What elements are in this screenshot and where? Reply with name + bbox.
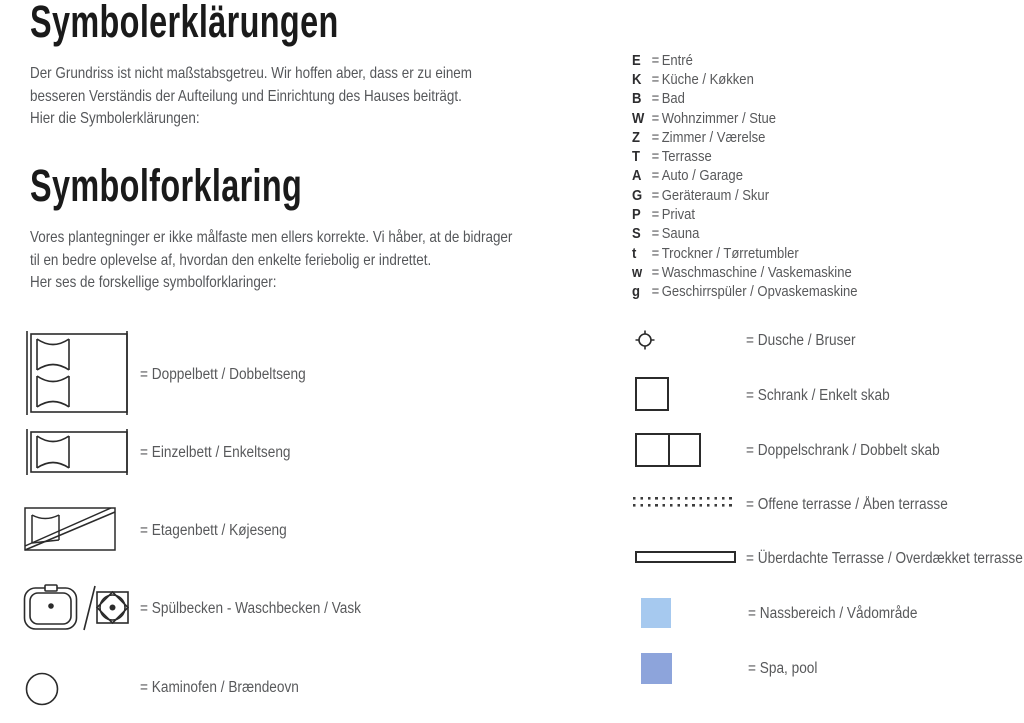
abbreviation-label: Geräteraum / Skur [661, 187, 770, 204]
abbreviation-row [632, 90, 858, 109]
abbreviation-row [632, 147, 858, 166]
abbreviation-row [632, 70, 858, 89]
abbreviation-letter: W [632, 110, 645, 127]
wood-stove-icon [25, 671, 61, 707]
double-bed-icon [24, 331, 130, 415]
abbreviation-letter: T [632, 149, 640, 166]
equals-sign: = [651, 71, 660, 88]
abbreviation-label: Bad [661, 91, 685, 108]
abbreviation-label: Küche / Køkken [661, 71, 754, 88]
legend-label-wet-area: = Nassbereich / Vådområde [748, 605, 918, 622]
abbreviation-label: Zimmer / Værelse [661, 129, 766, 146]
abbreviation-letter: E [632, 52, 641, 69]
abbreviation-row [632, 109, 858, 128]
abbreviation-label: Privat [661, 207, 696, 224]
open-terrace-icon [633, 497, 736, 507]
abbreviation-letter: G [632, 187, 643, 204]
abbreviation-label: Entré [661, 52, 693, 69]
wet-area-swatch [641, 598, 671, 628]
equals-sign: = [651, 245, 660, 262]
legend-label-bunk-bed: = Etagenbett / Køjeseng [140, 522, 287, 539]
intro-danish-line-2: til en bedre oplevelse af, hvordan den enkelte feriebolig er indrettet. [30, 251, 432, 269]
intro-danish-line-1: Vores plantegninger er ikke målfaste men ellers korrekte. Vi håber, at de bidrager [30, 229, 513, 246]
abbreviation-letter: S [632, 226, 641, 243]
equals-sign: = [651, 168, 660, 185]
equals-sign: = [651, 91, 660, 108]
abbreviation-label: Sauna [661, 226, 700, 243]
legend-label-double-cabinet: = Doppelschrank / Dobbelt skab [746, 442, 940, 459]
intro-german-line-2: besseren Verständis der Aufteilung und Einrichtung des Hauses beiträgt. [30, 87, 462, 105]
equals-sign: = [651, 264, 660, 281]
abbreviation-row [632, 167, 858, 186]
abbreviation-label: Waschmaschine / Vaskemaskine [661, 264, 852, 281]
abbreviation-letter: P [632, 207, 641, 224]
abbreviation-letter: g [632, 284, 640, 301]
equals-sign: = [651, 110, 660, 127]
abbreviation-letter: A [632, 168, 642, 185]
abbreviation-label: Wohnzimmer / Stue [661, 110, 777, 127]
abbreviation-letter: K [632, 71, 642, 88]
intro-danish-line-3: Her ses de forskellige symbolforklaringer: [30, 274, 277, 291]
equals-sign: = [651, 149, 660, 166]
equals-sign: = [651, 284, 660, 301]
abbreviation-row [632, 128, 858, 147]
abbreviation-label: Auto / Garage [661, 168, 743, 185]
abbreviation-row [632, 51, 858, 70]
abbreviation-label: Geschirrspüler / Opvaskemaskine [661, 284, 858, 301]
covered-terrace-icon [635, 551, 736, 563]
legend-label-spa-pool: = Spa, pool [748, 660, 818, 677]
abbreviation-row [632, 225, 858, 244]
equals-sign: = [651, 52, 660, 69]
intro-german-line-1: Der Grundriss ist nicht maßstabsgetreu. Wir hoffen aber, dass er zu einem [30, 65, 472, 82]
abbreviation-letter: w [632, 264, 643, 281]
legend-label-wood-stove: = Kaminofen / Brændeovn [140, 679, 299, 696]
bunk-bed-icon [24, 507, 116, 551]
intro-german-line-3: Hier die Symbolerklärungen: [30, 110, 200, 127]
intro-paragraph-german [30, 63, 472, 131]
legend-label-sink: = Spülbecken - Waschbecken / Vask [140, 600, 362, 617]
single-cabinet-icon [635, 377, 669, 411]
abbreviation-row [632, 263, 858, 282]
legend-label-open-terrace: = Offene terrasse / Åben terrasse [746, 496, 948, 513]
double-cabinet-icon [635, 433, 701, 467]
abbreviation-label: Terrasse [661, 149, 712, 166]
intro-paragraph-danish [30, 227, 512, 295]
equals-sign: = [651, 207, 660, 224]
legend-label-double-bed: = Doppelbett / Dobbeltseng [140, 366, 306, 383]
legend-label-single-cabinet: = Schrank / Enkelt skab [746, 387, 890, 404]
equals-sign: = [651, 187, 660, 204]
single-bed-icon [24, 429, 130, 475]
shower-icon [634, 329, 656, 351]
legend-label-single-bed: = Einzelbett / Enkeltseng [140, 444, 291, 461]
abbreviation-letter: Z [632, 129, 640, 146]
abbreviation-row [632, 283, 858, 302]
abbreviation-row [632, 244, 858, 263]
cabinet-divider [668, 435, 670, 465]
equals-sign: = [651, 226, 660, 243]
page-title-german: Symbolerklärungen [30, 0, 339, 47]
spa-pool-swatch [641, 653, 672, 684]
abbreviation-row [632, 186, 858, 205]
legend-label-covered-terrace: = Überdachte Terrasse / Overdækket terrasse [746, 550, 1023, 567]
page-title-danish: Symbolforklaring [30, 160, 303, 211]
abbreviation-letter: t [632, 245, 637, 262]
abbreviation-letter: B [632, 91, 642, 108]
legend-label-shower: = Dusche / Bruser [746, 332, 856, 349]
abbreviation-row [632, 205, 858, 224]
sink-washbasin-icon [23, 583, 129, 633]
abbreviation-list [632, 51, 883, 302]
abbreviation-label: Trockner / Tørretumbler [661, 245, 799, 262]
equals-sign: = [651, 129, 660, 146]
